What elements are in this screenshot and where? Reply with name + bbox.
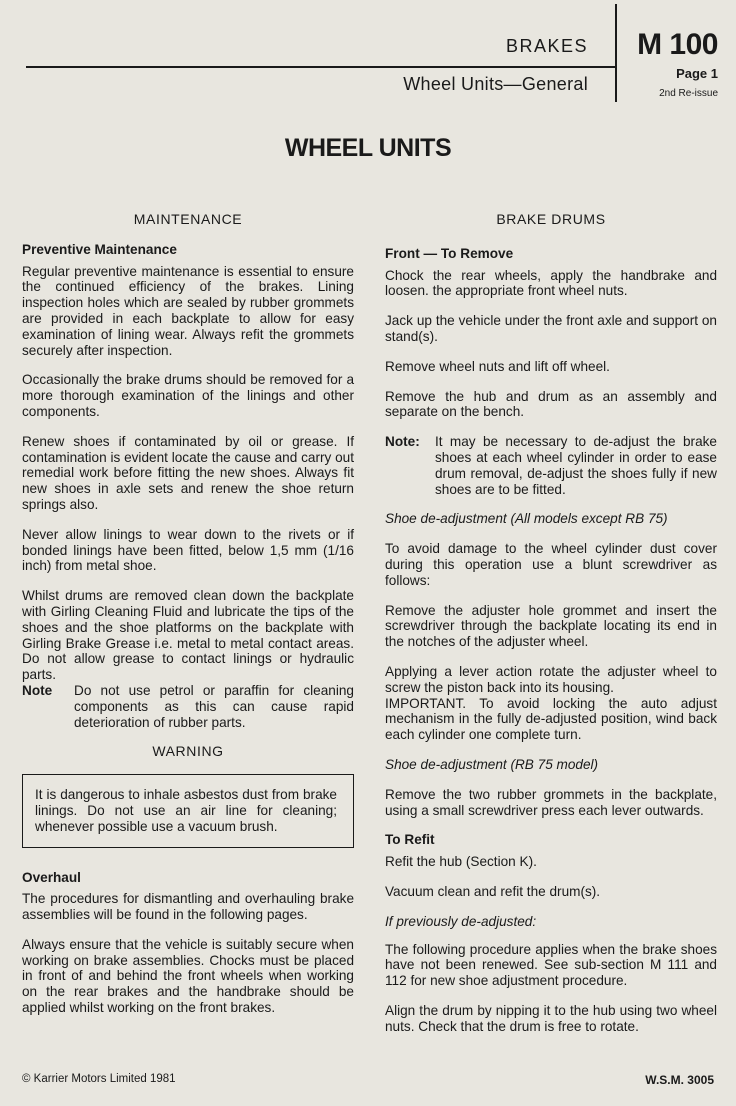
section-title: BRAKES <box>505 36 588 56</box>
if-deadjusted-heading: If previously de-adjusted: <box>385 913 537 929</box>
header-rule <box>26 66 616 68</box>
refit-heading: To Refit <box>385 832 435 848</box>
paragraph: Never allow linings to wear down to the rivets or if bonded linings have been fitted, below 1,5 mm (1/16 inch) from metal shoe. <box>22 526 354 574</box>
paragraph: Chock the rear wheels, apply the handbrake and loosen. the appropriate front wheel nuts. <box>385 267 717 299</box>
deadjust-heading: Shoe de-adjustment (All models except RB 75) <box>385 511 668 527</box>
paragraph: Always ensure that the vehicle is suitably secure when working on brake assemblies. Chocks must be placed in front of and behind the front wheels when working on the rear brakes and the handbrake should be applied whilst working on the front brakes. <box>22 936 354 1016</box>
manual-reference: W.S.M. 3005 <box>645 1073 714 1087</box>
paragraph: Align the drum by nipping it to the hub using two wheel nuts. Check that the drum is free to rotate. <box>385 1002 717 1034</box>
paragraph: Applying a lever action rotate the adjuster wheel to screw the piston back into its housing. <box>385 663 717 695</box>
paragraph: Remove wheel nuts and lift off wheel. <box>385 358 610 374</box>
overhaul-heading: Overhaul <box>22 869 81 885</box>
right-column <box>385 212 717 1048</box>
paragraph: Vacuum clean and refit the drum(s). <box>385 883 601 899</box>
front-remove-heading: Front — To Remove <box>385 245 514 261</box>
preventive-heading: Preventive Maintenance <box>22 241 177 257</box>
paragraph: Renew shoes if contaminated by oil or grease. If contamination is evident locate the cause and carry out remedial work before fitting the new shoes. Always fit new shoes in axle sets and renew the shoe return springs also. <box>22 433 354 512</box>
page-number: Page 1 <box>676 66 718 81</box>
paragraph: Occasionally the brake drums should be removed for a more thorough examination of the linings and other components. <box>22 372 354 419</box>
paragraph: Jack up the vehicle under the front axle and support on stand(s). <box>385 313 717 344</box>
warning-text: It is dangerous to inhale asbestos dust from brake linings. Do not use an air line for cleaning; whenever possible use a vacuum brush. <box>35 787 337 834</box>
note-label: Note: <box>385 434 420 450</box>
header-divider <box>615 4 617 102</box>
note-text: It may be necessary to de-adjust the brake shoes at each wheel cylinder in order to ease drum removal, de-adjust the shoes fully if new shoes are to be fitted. <box>435 434 717 497</box>
paragraph: IMPORTANT. To avoid locking the auto adjust mechanism in the fully de-adjusted position, wind back each cylinder one complete turn. <box>385 695 717 743</box>
section-code: M 100 <box>637 28 718 61</box>
brake-drums-heading: BRAKE DRUMS <box>496 211 606 227</box>
paragraph: The following procedure applies when the brake shoes have not been renewed. See sub-section M 111 and 112 for new shoe adjustment procedure. <box>385 941 717 989</box>
note-label: Note <box>22 682 53 698</box>
copyright: © Karrier Motors Limited 1981 <box>22 1073 176 1085</box>
warning-box <box>22 774 354 847</box>
paragraph: Regular preventive maintenance is essential to ensure the continued efficiency of the brakes. Lining inspection holes which are sealed by rubber grommets are provided in each backplate to allow for easy examination of lining wear. Always refit the grommets securely after inspection. <box>22 263 354 358</box>
deadjust-heading-rb75: Shoe de-adjustment (RB 75 model) <box>385 756 599 772</box>
note-text: Do not use petrol or paraffin for cleaning components as this can cause rapid deterioration of rubber parts. <box>74 682 354 730</box>
subsection-title: Wheel Units—General <box>403 74 588 94</box>
left-column <box>22 212 354 1030</box>
paragraph: Refit the hub (Section K). <box>385 854 537 870</box>
maintenance-heading: MAINTENANCE <box>133 211 243 227</box>
note <box>385 434 717 497</box>
paragraph: Remove the adjuster hole grommet and insert the screwdriver through the backplate locating its end in the notches of the adjuster wheel. <box>385 602 717 650</box>
page-title: WHEEL UNITS <box>284 134 452 162</box>
issue-label: 2nd Re-issue <box>659 88 718 99</box>
warning-heading: WARNING <box>152 743 224 760</box>
paragraph: The procedures for dismantling and overhauling brake assemblies will be found in the following pages. <box>22 891 354 923</box>
paragraph: Remove the hub and drum as an assembly and separate on the bench. <box>385 388 717 420</box>
paragraph: To avoid damage to the wheel cylinder dust cover during this operation use a blunt screwdriver as follows: <box>385 541 717 588</box>
paragraph: Remove the two rubber grommets in the backplate, using a small screwdriver press each lever outwards. <box>385 786 717 818</box>
note <box>22 683 354 730</box>
paragraph: Whilst drums are removed clean down the backplate with Girling Cleaning Fluid and lubricate the tips of the shoes and the shoe platforms on the backplate with Girling Brake Grease i.e. metal to metal contact areas. Do not allow grease to contact linings or hydraulic parts. <box>22 588 354 683</box>
